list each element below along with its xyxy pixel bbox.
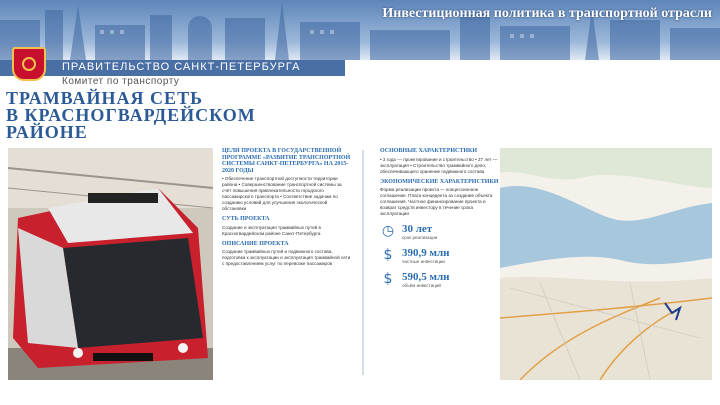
economic-characteristics-heading: ЭКОНОМИЧЕСКИЕ ХАРАКТЕРИСТИКИ: [380, 178, 499, 185]
clock-icon: ◷: [381, 223, 395, 239]
government-name: ПРАВИТЕЛЬСТВО САНКТ-ПЕТЕРБУРГА: [62, 61, 301, 73]
slide-title-line-1: ТРАМВАЙНАЯ СЕТЬ: [6, 88, 203, 108]
stat-term-label: срок реализации: [402, 235, 438, 240]
committee-name: Комитет по транспорту: [62, 76, 180, 87]
characteristics-column: [380, 148, 500, 380]
stat-term-value: 30 лет: [402, 223, 433, 235]
map-illustration: [500, 148, 712, 380]
goals-heading: ЦЕЛИ ПРОЕКТА В ГОСУДАРСТВЕННОЙ ПРОГРАММЕ «РАЗВИТИЕ ТРАНСПОРТНОЙ СИСТЕМЫ САНКТ-ПЕТЕРБУРГА» НА 2015-2020 ГОДЫ: [222, 148, 351, 174]
slide-title-line-2: В КРАСНОГВАРДЕЙСКОМ: [6, 105, 256, 125]
project-goals-column: [222, 148, 352, 380]
stat-total-investment: [380, 271, 500, 289]
stat-private-investment: [380, 247, 500, 265]
main-characteristics-text: • 3 года — проектирование и строительство • 27 лет — эксплуатация • Строительство трамвайного депо, обеспечивающего хранение подвижного состава: [380, 156, 498, 174]
tram-illustration: [8, 148, 213, 380]
stat-private-investment-label: частные инвестиции: [402, 259, 445, 264]
essence-heading: СУТЬ ПРОЕКТА: [222, 216, 270, 222]
city-map: [500, 148, 712, 380]
stat-total-investment-label: объём инвестиций: [402, 283, 441, 288]
dollar-icon: $: [383, 271, 393, 287]
economic-characteristics-text: Форма реализации проекта — концессионное соглашение. Плата концедента за создание объекта соглашения. Частное финансирование проекта и возврат средств инвестору в течение срока эксплуатации: [380, 187, 493, 216]
slide-title-line-3: РАЙОНЕ: [6, 122, 88, 142]
main-characteristics-heading: ОСНОВНЫЕ ХАРАКТЕРИСТИКИ: [380, 148, 478, 154]
header-title: Инвестиционная политика в транспортной отрасли: [382, 6, 712, 21]
dollar-icon: $: [383, 247, 393, 263]
tram-photo: [8, 148, 213, 380]
stat-total-investment-value: 590,5 млн: [402, 271, 450, 283]
description-heading: ОПИСАНИЕ ПРОЕКТА: [222, 240, 289, 247]
slide-title: [6, 90, 266, 141]
stat-term: [380, 223, 500, 241]
header-banner: [0, 0, 720, 60]
stat-private-investment-value: 390,9 млн: [402, 247, 450, 259]
coat-of-arms-icon: [12, 47, 46, 81]
column-divider: [362, 150, 364, 375]
description-text: Создание трамвайных путей и подвижного состава, подготовка к эксплуатации и эксплуатация трамвайной сети с предоставлением услуг по перевозке пассажиров: [222, 249, 351, 266]
goals-text: • Обеспечение транспортной доступности территории района • Совершенствование транспортной системы за счёт повышения привлекательности городского пассажирского транспорта • Соответствие задачам по созданию условий для улучшения экологической обстановки: [222, 176, 342, 211]
essence-text: Создание и эксплуатация трамвайных путей в Красногвардейском районе Санкт-Петербурга: [222, 224, 321, 236]
